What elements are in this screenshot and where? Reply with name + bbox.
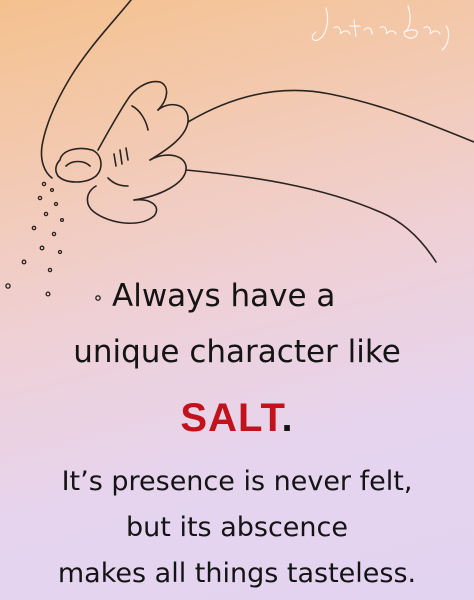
quote-highlight-salt (0, 396, 474, 441)
quote-line-2: unique character like (73, 334, 401, 370)
quote-line-4: It’s presence is never felt, (61, 466, 413, 497)
quote-line-6: makes all things tasteless. (57, 558, 417, 589)
highlight-word: SALT (180, 396, 282, 440)
quote-line-1: Always have a (112, 278, 336, 314)
hand-outline (41, 0, 474, 262)
highlight-punct: . (281, 396, 294, 440)
signature-scribble (312, 6, 448, 50)
quote-line-5: but its abscence (126, 512, 348, 543)
